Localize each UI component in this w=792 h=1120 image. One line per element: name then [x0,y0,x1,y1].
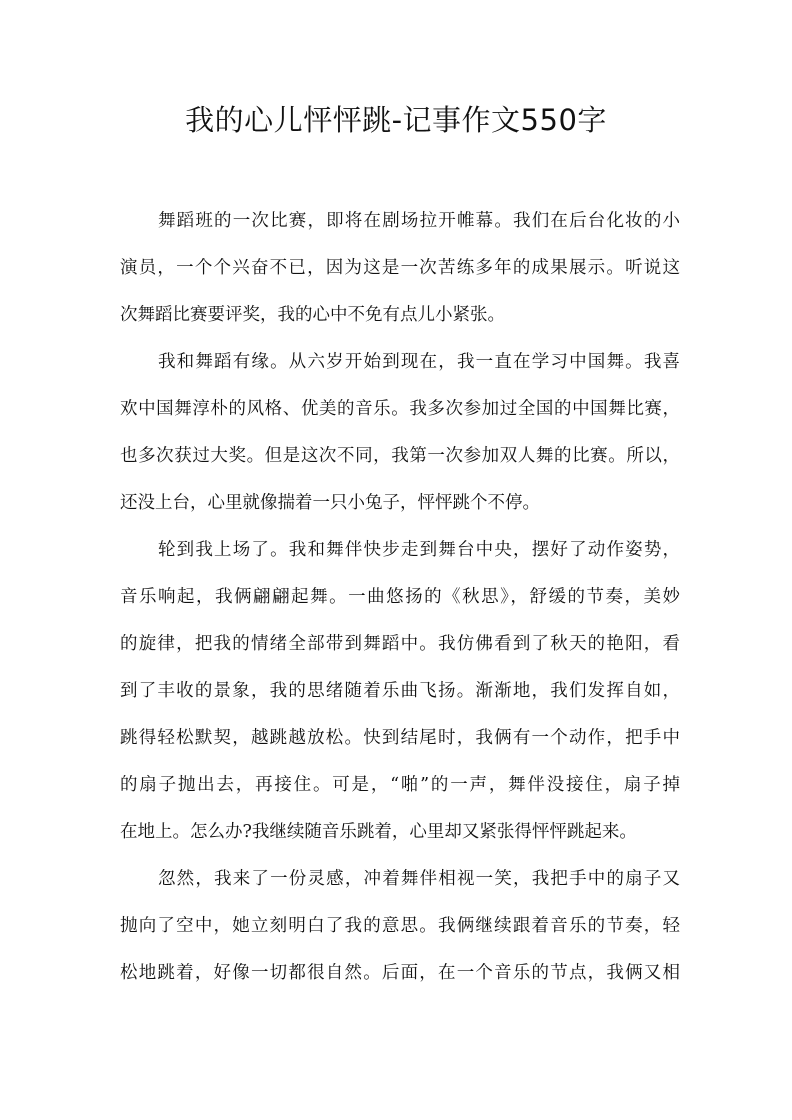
paragraph-3-line-5: 跳得轻松默契，越跳越放松。快到结尾时，我俩有一个动作，把手中 [120,728,680,748]
document-title: 我的心儿怦怦跳-记事作文550字 [185,103,607,137]
paragraph-4-line-1: 忽然，我来了一份灵感，冲着舞伴相视一笑，我把手中的扇子又 [158,869,680,889]
paragraph-2-line-3: 也多次获过大奖。但是这次不同，我第一次参加双人舞的比赛。所以， [120,446,680,466]
paragraph-2-line-2: 欢中国舞淳朴的风格、优美的音乐。我多次参加过全国的中国舞比赛， [120,399,680,419]
paragraph-4-line-2: 抛向了空中，她立刻明白了我的意思。我俩继续跟着音乐的节奏，轻 [120,916,680,936]
paragraph-3-line-3: 的旋律，把我的情绪全部带到舞蹈中。我仿佛看到了秋天的艳阳，看 [120,634,680,654]
paragraph-3-line-4: 到了丰收的景象，我的思绪随着乐曲飞扬。渐渐地，我们发挥自如， [120,681,680,701]
paragraph-1-line-2: 演员，一个个兴奋不已，因为这是一次苦练多年的成果展示。听说这 [120,258,680,278]
paragraph-3-line-7: 在地上。怎么办?我继续随音乐跳着，心里却又紧张得怦怦跳起来。 [120,822,637,842]
document-body [120,201,680,1000]
paragraph-1-line-3: 次舞蹈比赛要评奖，我的心中不免有点儿小紧张。 [120,305,505,325]
paragraph-3-line-2: 音乐响起，我俩翩翩起舞。一曲悠扬的《秋思》，舒缓的节奏，美妙 [120,587,680,607]
paragraph-4-line-3: 松地跳着，好像一切都很自然。后面，在一个音乐的节点，我俩又相 [120,963,680,983]
paragraph-2-line-4: 还没上台，心里就像揣着一只小兔子，怦怦跳个不停。 [120,493,540,513]
paragraph-3-line-6: 的扇子抛出去，再接住。可是，“啪”的一声，舞伴没接住，扇子掉 [120,775,680,795]
paragraph-2-line-1: 我和舞蹈有缘。从六岁开始到现在，我一直在学习中国舞。我喜 [158,352,680,372]
paragraph-1-line-1: 舞蹈班的一次比赛，即将在剧场拉开帷幕。我们在后台化妆的小 [158,211,680,231]
paragraph-3-line-1: 轮到我上场了。我和舞伴快步走到舞台中央，摆好了动作姿势， [158,540,680,560]
